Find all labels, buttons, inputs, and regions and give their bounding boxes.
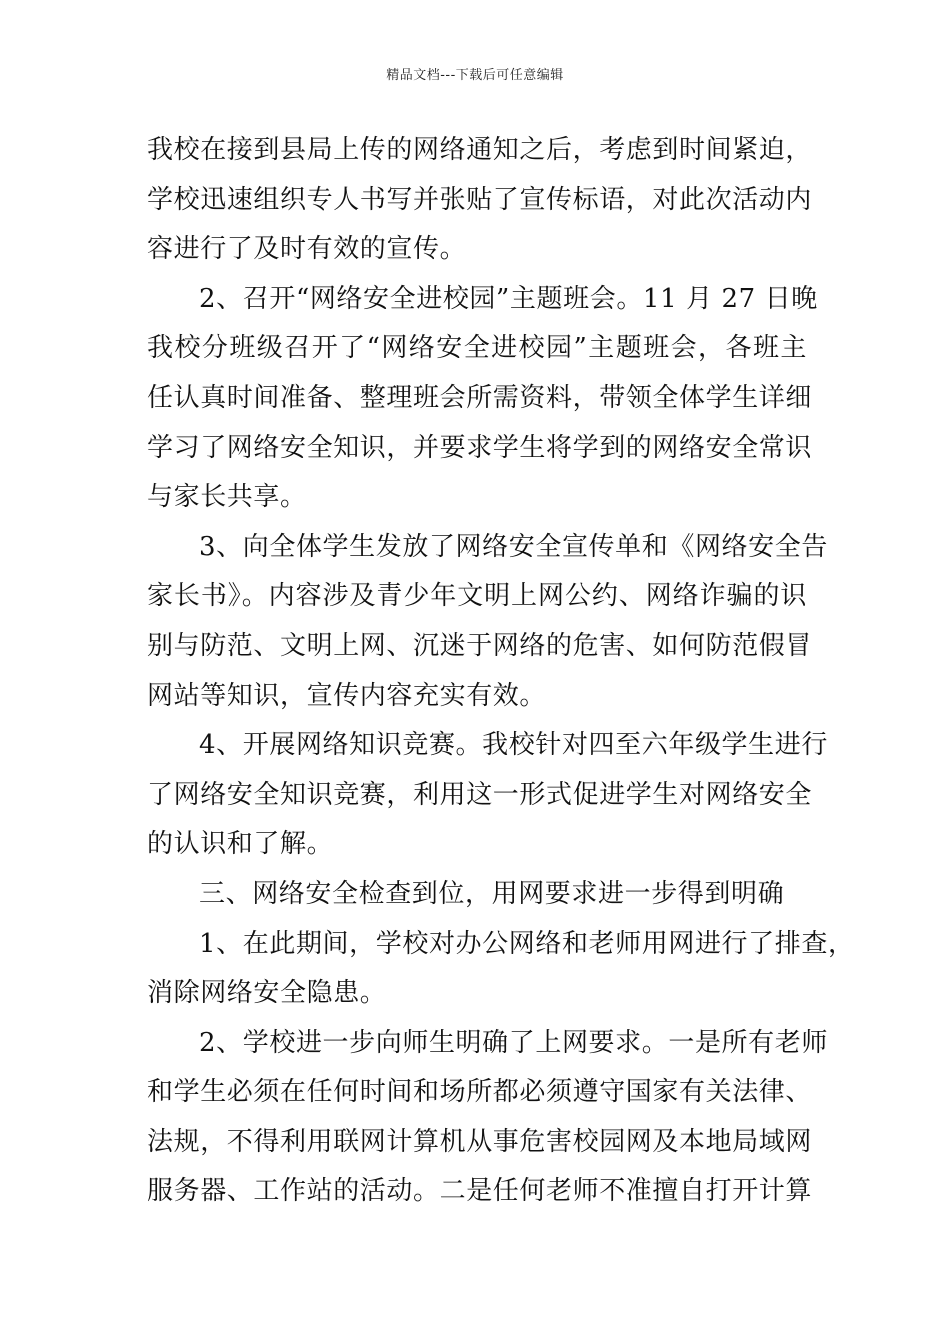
text-line: 法规，不得利用联网计算机从事危害校园网及本地局域网 [147, 1126, 813, 1157]
page-header: 精品文档---下载后可任意编辑 [386, 68, 564, 83]
text-line: 2、召开“网络安全进校园”主题班会。11 月 27 日晚 [199, 283, 818, 314]
text-line: 我校分班级召开了“网络安全进校园”主题班会，各班主 [147, 333, 807, 364]
text-line: 1、在此期间，学校对办公网络和老师用网进行了排查， [199, 928, 855, 959]
text-line: 3、向全体学生发放了网络安全宣传单和《网络安全告 [199, 531, 828, 562]
document-body [147, 126, 855, 1217]
text-line: 学校迅速组织专人书写并张贴了宣传标语，对此次活动内 [147, 184, 813, 215]
text-line: 与家长共享。 [147, 482, 307, 513]
text-line: 和学生必须在任何时间和场所都必须遵守国家有关法律、 [147, 1077, 813, 1108]
text-line: 服务器、工作站的活动。二是任何老师不准擅自打开计算 [147, 1176, 813, 1207]
text-line: 网站等知识，宣传内容充实有效。 [147, 680, 547, 711]
text-line: 2、学校进一步向师生明确了上网要求。一是所有老师 [199, 1027, 828, 1058]
text-line: 我校在接到县局上传的网络通知之后，考虑到时间紧迫， [147, 135, 813, 165]
text-line: 消除网络安全隐患。 [147, 978, 387, 1009]
text-line: 容进行了及时有效的宣传。 [147, 234, 467, 265]
section-heading: 三、网络安全检查到位，用网要求进一步得到明确 [199, 878, 785, 909]
text-line: 家长书》。内容涉及青少年文明上网公约、网络诈骗的识 [147, 581, 807, 612]
text-line: 别与防范、文明上网、沉迷于网络的危害、如何防范假冒 [147, 630, 813, 661]
text-line: 4、开展网络知识竞赛。我校针对四至六年级学生进行 [199, 730, 828, 761]
text-line: 的认识和了解。 [147, 829, 334, 860]
text-line: 学习了网络安全知识，并要求学生将学到的网络安全常识 [147, 432, 813, 463]
text-line: 了网络安全知识竞赛，利用这一形式促进学生对网络安全 [147, 779, 813, 810]
text-line: 任认真时间准备、整理班会所需资料，带领全体学生详细 [147, 382, 813, 413]
